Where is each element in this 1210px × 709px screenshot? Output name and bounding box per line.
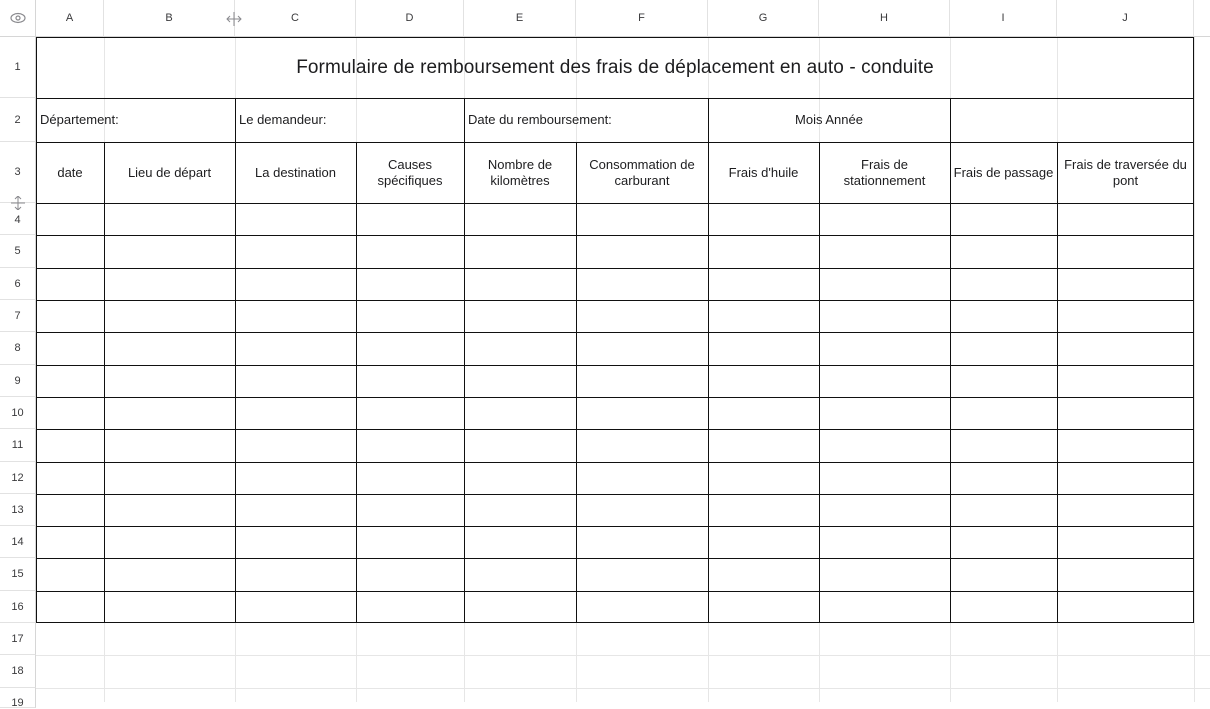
row-label: 11 [11,439,24,451]
row-header-13[interactable] [0,494,36,526]
header-causes[interactable]: Causes spécifiques [377,156,443,188]
row-label: 3 [14,166,21,178]
column-label: A [65,12,74,24]
table-border [576,142,577,623]
row-label: 17 [11,632,24,645]
row-header-16[interactable] [0,591,36,623]
empty-header-cell[interactable] [950,98,1194,142]
table-border [104,142,105,623]
column-header-g[interactable] [708,0,819,37]
column-label: I [1001,12,1005,24]
column-header-b[interactable] [104,0,235,37]
column-label: D [405,12,414,24]
header-lieu-depart[interactable]: Lieu de départ [127,164,212,180]
table-border [1057,142,1058,623]
row-label: 2 [14,113,21,126]
row-label: 12 [11,471,24,484]
row-header-10[interactable] [0,397,36,429]
table-border [36,98,1194,99]
table-border [36,37,37,623]
grid-line [1194,37,1195,702]
table-border [36,37,1194,38]
table-border [36,558,1194,559]
table-border [36,526,1194,527]
row-label: 16 [11,600,24,613]
table-border [1193,37,1194,623]
row-header-3[interactable] [0,142,36,203]
row-header-18[interactable] [0,655,36,688]
date-remboursement-label[interactable]: Date du remboursement: [468,112,612,127]
column-label: C [291,12,299,24]
row-label: 4 [14,214,21,226]
row-header-8[interactable] [0,332,36,365]
form-title[interactable]: Formulaire de remboursement des frais de déplacement en auto - conduite [296,56,934,78]
table-border [36,235,1194,236]
header-traversee-pont[interactable]: Frais de traversée du pont [1064,156,1187,188]
resize-handle-icon[interactable] [226,12,242,26]
table-border [36,429,1194,430]
row-label: 14 [11,535,24,548]
eye-icon[interactable] [0,0,36,37]
header-passage[interactable]: Frais de passage [953,164,1054,180]
table-border [950,98,951,623]
row-label: 1 [14,61,21,73]
column-header-d[interactable] [356,0,464,37]
header-kilometres[interactable]: Nombre de kilomètres [487,156,553,188]
demandeur-label[interactable]: Le demandeur: [239,112,327,127]
row-header-12[interactable] [0,462,36,494]
column-label: H [880,12,888,24]
table-border [36,268,1194,269]
row-label: 18 [11,665,24,677]
column-header-c[interactable] [235,0,356,37]
header-date[interactable]: date [57,164,83,180]
row-label: 6 [14,277,21,290]
column-header-i[interactable] [950,0,1057,37]
table-border [464,98,465,623]
column-label: J [1122,12,1128,24]
table-border [36,203,1194,204]
table-border [356,142,357,623]
mois-annee-cell[interactable]: Mois Année [795,112,863,127]
column-label: B [165,12,173,24]
column-header-j[interactable] [1057,0,1194,37]
table-border [36,591,1194,592]
departement-label[interactable]: Département: [40,112,119,127]
table-border [235,98,236,623]
table-border [36,365,1194,366]
column-label: G [758,12,768,24]
column-header-e[interactable] [464,0,576,37]
column-label: F [638,12,645,24]
grid-line [36,688,1210,689]
row-header-6[interactable] [0,268,36,300]
header-carburant[interactable]: Consommation de carburant [589,156,695,188]
column-header-extra [1194,0,1210,37]
table-border [36,494,1194,495]
table-border [36,397,1194,398]
table-border [36,332,1194,333]
row-header-2[interactable] [0,98,36,142]
table-border [708,98,709,623]
column-header-f[interactable] [576,0,708,37]
row-label: 9 [14,374,21,387]
row-header-15[interactable] [0,558,36,591]
table-border [36,142,1194,143]
table-border [819,142,820,623]
column-header-h[interactable] [819,0,950,37]
row-label: 10 [11,406,24,419]
row-label: 13 [11,503,24,516]
column-header-a[interactable] [36,0,104,37]
row-header-19[interactable] [0,688,36,708]
header-huile[interactable]: Frais d'huile [728,164,799,180]
header-destination[interactable]: La destination [255,164,336,180]
row-header-5[interactable] [0,235,36,268]
row-header-1[interactable] [0,37,36,98]
row-header-17[interactable] [0,623,36,655]
grid-line [36,655,1210,656]
row-label: 19 [11,697,24,709]
table-border [36,622,1194,623]
table-border [36,462,1194,463]
row-label: 15 [11,568,24,580]
row-resize-handle-icon[interactable] [10,196,26,210]
header-stationnement[interactable]: Frais de stationnement [843,156,926,188]
row-header-9[interactable] [0,365,36,397]
table-border [36,300,1194,301]
row-header-11[interactable] [0,429,36,462]
column-label: E [515,12,524,24]
row-header-14[interactable] [0,526,36,558]
row-label: 5 [14,245,21,257]
row-label: 8 [14,342,21,354]
row-label: 7 [14,309,21,322]
row-header-7[interactable] [0,300,36,332]
